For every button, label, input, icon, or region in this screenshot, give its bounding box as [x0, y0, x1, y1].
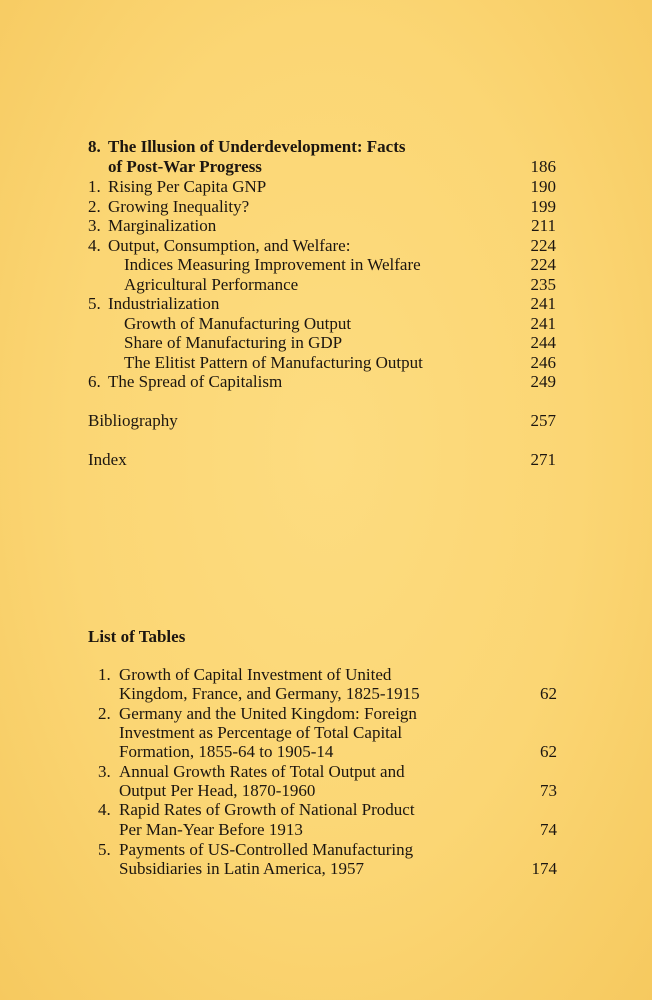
subsection-page: 241	[530, 314, 556, 333]
table-title-line: Formation, 1855-64 to 1905-14	[119, 742, 334, 761]
table-title-line: Growth of Capital Investment of United	[119, 665, 392, 684]
section-num: 4.	[88, 236, 101, 255]
section-page: 241	[530, 294, 556, 313]
subsection-title: Agricultural Performance	[124, 275, 299, 294]
table-title-line: Payments of US-Controlled Manufacturing	[119, 840, 414, 859]
table-title-line: Kingdom, France, and Germany, 1825-1915	[119, 684, 420, 703]
table-page: 74	[540, 820, 557, 839]
table-num: 3.	[98, 762, 111, 781]
subsection-page: 235	[530, 275, 556, 294]
section-num: 3.	[88, 216, 101, 235]
table-title-line: Subsidiaries in Latin America, 1957	[119, 859, 365, 878]
section-num: 5.	[88, 294, 101, 313]
table-num: 1.	[98, 665, 111, 684]
section-page: 249	[530, 372, 556, 391]
table-title-line: Output Per Head, 1870-1960	[119, 781, 316, 800]
subsection-page: 246	[530, 353, 556, 372]
table-page: 62	[540, 742, 557, 761]
table-page: 73	[540, 781, 557, 800]
section-num: 6.	[88, 372, 101, 391]
table-num: 2.	[98, 704, 111, 723]
table-num: 4.	[98, 800, 111, 819]
table-title-line: Investment as Percentage of Total Capital	[119, 723, 403, 742]
table-title-line: Rapid Rates of Growth of National Product	[119, 800, 415, 819]
section-title: Growing Inequality?	[108, 197, 250, 216]
subsection-title: Share of Manufacturing in GDP	[124, 333, 343, 352]
subsection-page: 244	[530, 333, 556, 352]
list-of-tables-heading: List of Tables	[88, 627, 186, 646]
section-title: The Spread of Capitalism	[108, 372, 283, 391]
table-title-line: Annual Growth Rates of Total Output and	[119, 762, 405, 781]
subsection-title: Indices Measuring Improvement in Welfare	[124, 255, 421, 274]
chapter-8-title-line2: of Post-War Progress	[108, 157, 262, 176]
section-title: Marginalization	[108, 216, 217, 235]
table-page: 174	[531, 859, 557, 878]
chapter-8-page: 186	[530, 157, 556, 176]
section-page: 224	[530, 236, 556, 255]
bibliography-label: Bibliography	[88, 411, 178, 430]
chapter-8-number: 8.	[88, 137, 101, 156]
table-page: 62	[540, 684, 557, 703]
section-page: 199	[530, 197, 556, 216]
table-num: 5.	[98, 840, 111, 859]
table-title-line: Germany and the United Kingdom: Foreign	[119, 704, 417, 723]
subsection-title: Growth of Manufacturing Output	[124, 314, 352, 333]
table-title-line: Per Man-Year Before 1913	[119, 820, 303, 839]
index-page: 271	[530, 450, 556, 469]
section-num: 1.	[88, 177, 101, 196]
chapter-8-title-line1: The Illusion of Underdevelopment: Facts	[108, 137, 406, 156]
section-num: 2.	[88, 197, 101, 216]
subsection-page: 224	[530, 255, 556, 274]
section-title: Rising Per Capita GNP	[108, 177, 267, 196]
index-label: Index	[88, 450, 127, 469]
section-title: Industrialization	[108, 294, 220, 313]
section-title: Output, Consumption, and Welfare:	[108, 236, 351, 255]
subsection-title: The Elitist Pattern of Manufacturing Output	[124, 353, 423, 372]
section-page: 211	[531, 216, 556, 235]
section-page: 190	[530, 177, 556, 196]
bibliography-page: 257	[530, 411, 556, 430]
